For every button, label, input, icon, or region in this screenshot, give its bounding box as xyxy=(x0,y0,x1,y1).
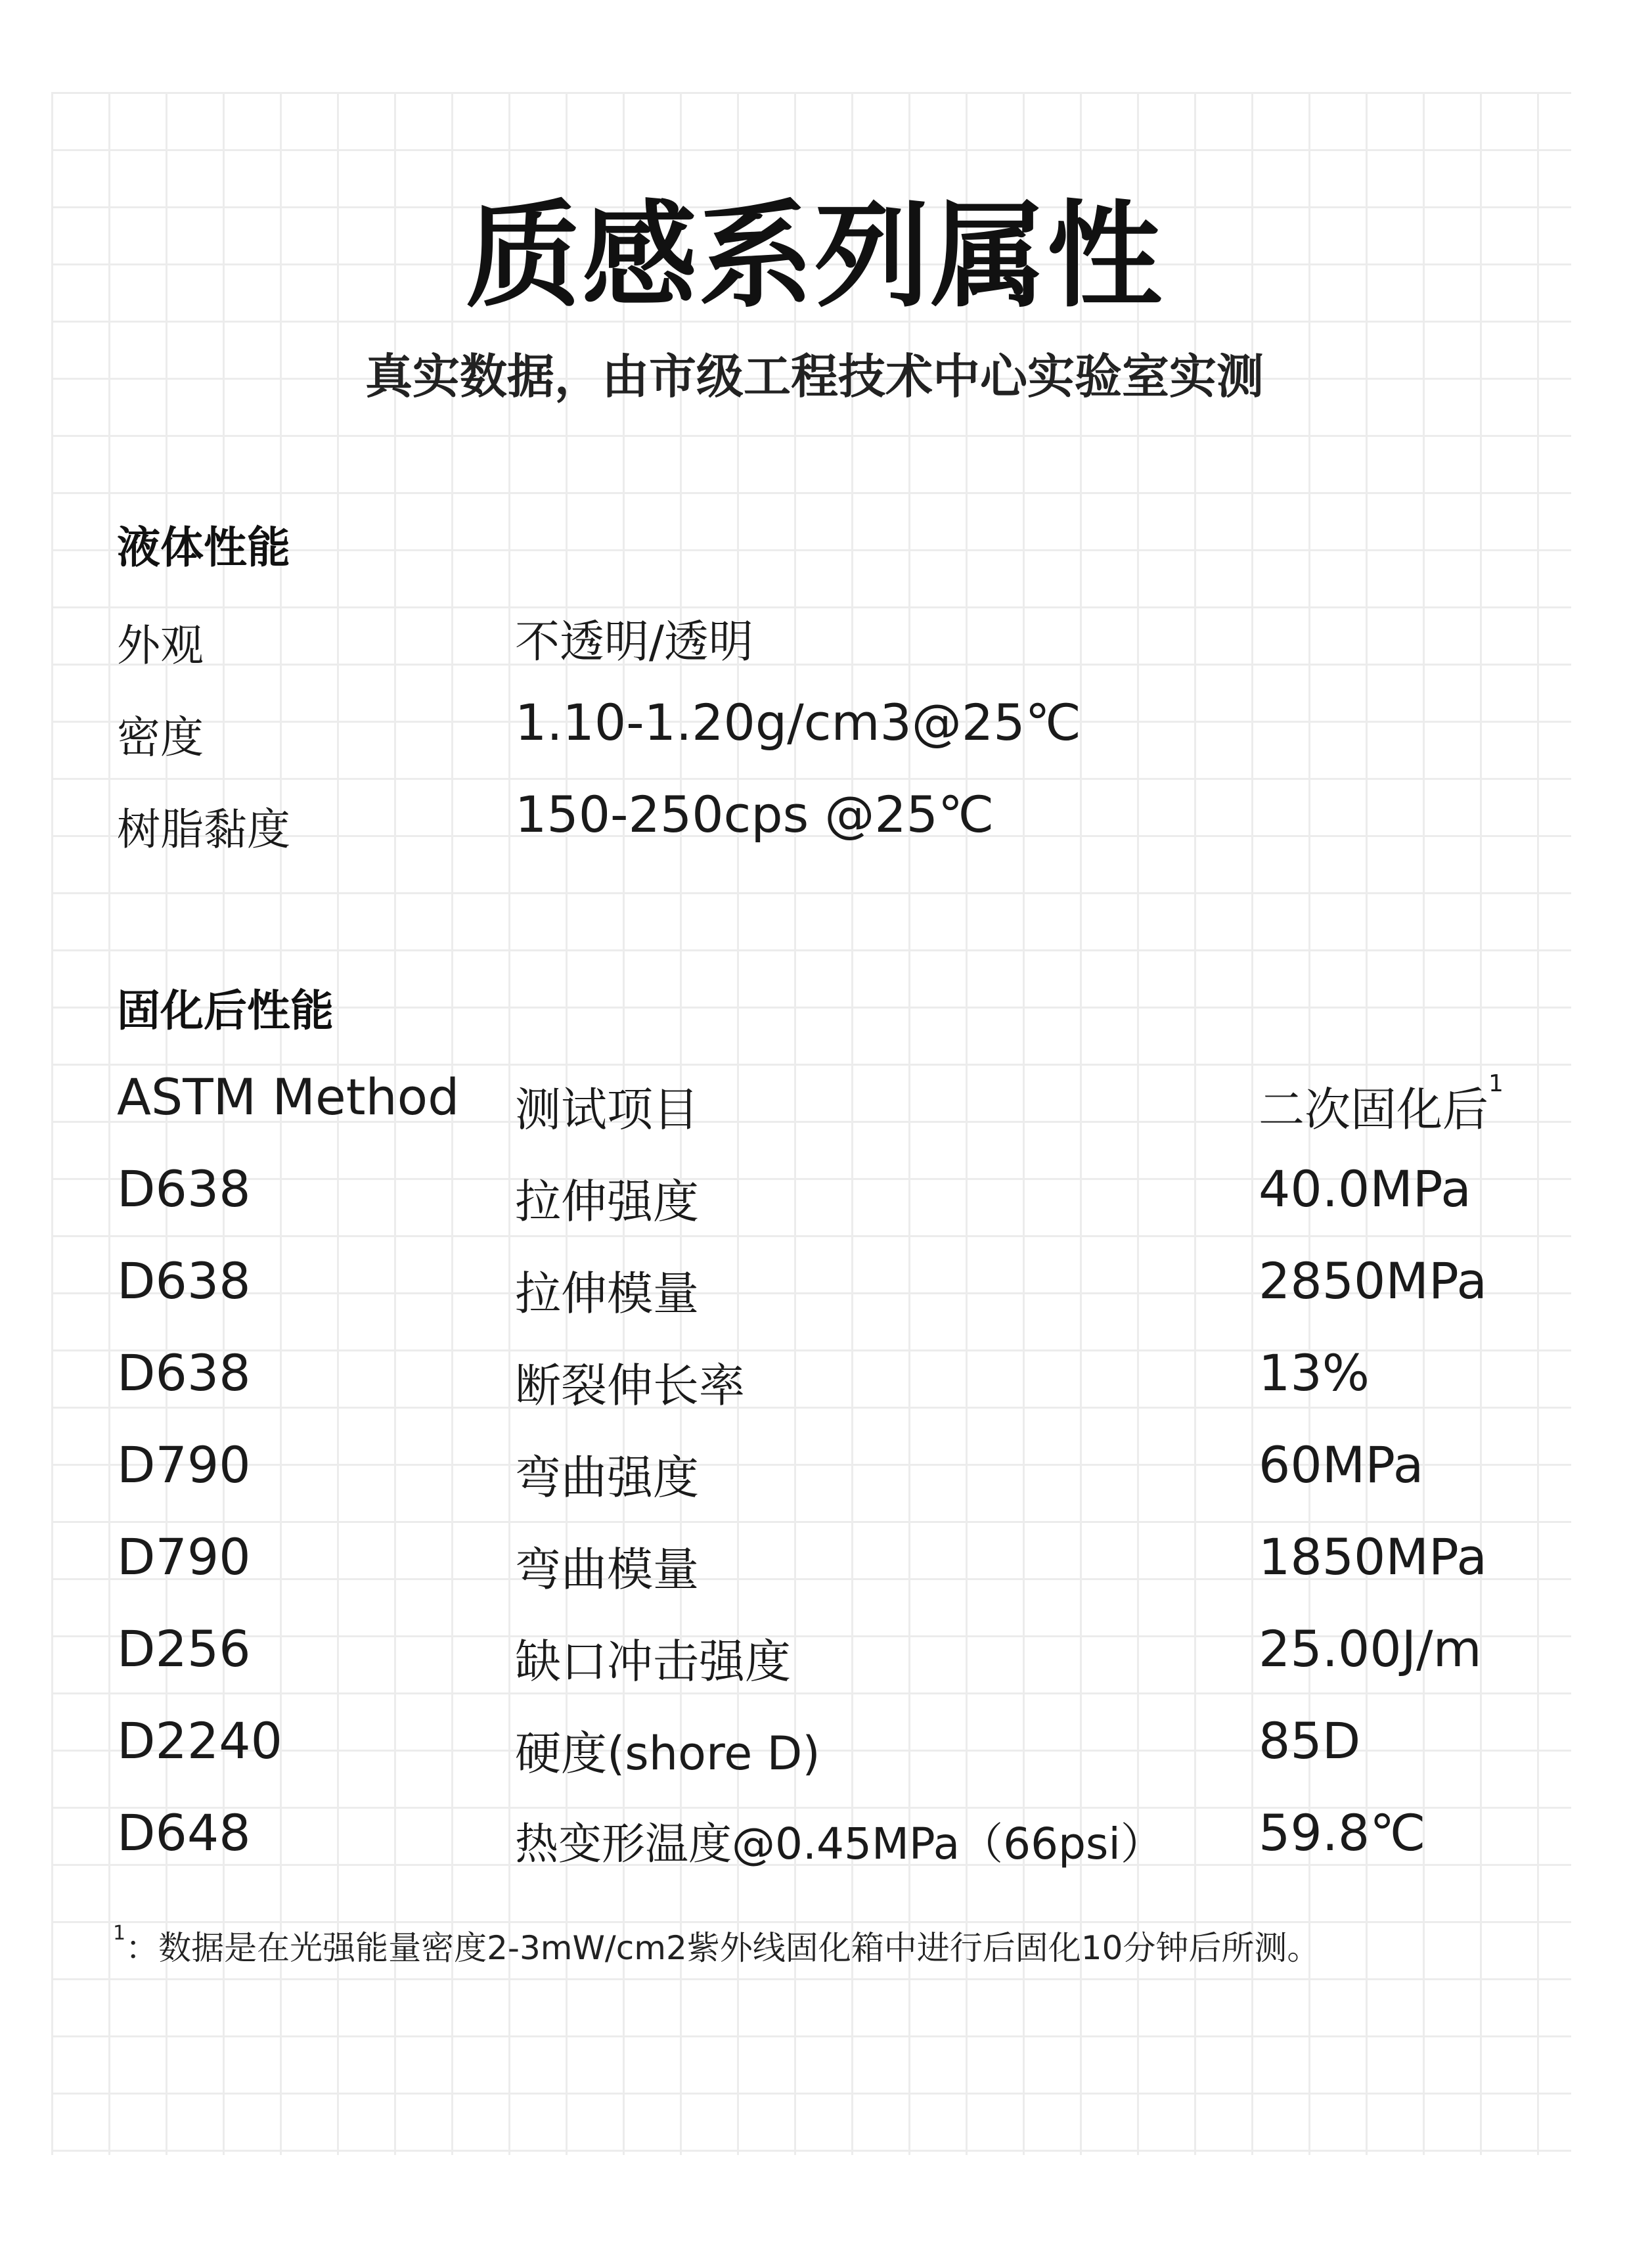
table-row xyxy=(0,1160,1629,1238)
table-row xyxy=(0,1252,1629,1330)
table-cell-result: 85D xyxy=(1259,1712,1361,1770)
column-header-result-label: 二次固化后 xyxy=(1259,1083,1488,1137)
page-subtitle: 真实数据，由市级工程技术中心实验室实测 xyxy=(365,349,1264,404)
liquid-value: 1.10-1.20g/cm3@25℃ xyxy=(515,693,1081,752)
table-row xyxy=(0,1344,1629,1422)
table-row xyxy=(0,1620,1629,1698)
section-title-cured: 固化后性能 xyxy=(117,986,334,1036)
table-cell-method: D648 xyxy=(117,1803,251,1862)
section-title-liquid: 液体性能 xyxy=(117,522,290,573)
liquid-row-viscosity xyxy=(0,785,1629,864)
column-header-method: ASTM Method xyxy=(117,1068,460,1126)
table-row xyxy=(0,1803,1629,1882)
table-row xyxy=(0,1436,1629,1514)
table-cell-method: D790 xyxy=(117,1528,251,1586)
page-title: 质感系列属性 xyxy=(466,190,1163,323)
table-cell-item: 热变形温度@0.45MPa（66psi） xyxy=(515,1819,1164,1869)
liquid-value: 150-250cps @25℃ xyxy=(515,785,994,844)
table-cell-method: D638 xyxy=(117,1344,251,1402)
footnote-text: ：数据是在光强能量密度2-3mW/cm2紫外线固化箱中进行后固化10分钟后所测。 xyxy=(125,1929,1320,1967)
table-cell-item: 拉伸强度 xyxy=(515,1175,699,1229)
table-header-row xyxy=(0,1068,1629,1146)
table-cell-item: 弯曲强度 xyxy=(515,1451,699,1505)
column-header-item: 测试项目 xyxy=(515,1083,699,1137)
table-cell-method: D2240 xyxy=(117,1712,282,1770)
table-cell-method: D256 xyxy=(117,1620,251,1678)
liquid-label: 树脂黏度 xyxy=(117,804,290,855)
table-cell-result: 40.0MPa xyxy=(1259,1160,1471,1218)
table-cell-item: 硬度(shore D) xyxy=(515,1727,820,1780)
table-row xyxy=(0,1528,1629,1606)
table-cell-item: 拉伸模量 xyxy=(515,1267,699,1321)
table-cell-result: 25.00J/m xyxy=(1259,1620,1482,1678)
table-cell-result: 60MPa xyxy=(1259,1436,1424,1494)
table-cell-item: 断裂伸长率 xyxy=(515,1359,745,1413)
table-cell-method: D638 xyxy=(117,1252,251,1310)
liquid-row-appearance xyxy=(0,601,1629,680)
footnote-mark: 1 xyxy=(113,1922,126,1945)
liquid-row-density xyxy=(0,693,1629,772)
liquid-value: 不透明/透明 xyxy=(515,616,753,668)
table-cell-result: 13% xyxy=(1259,1344,1370,1402)
table-cell-result: 1850MPa xyxy=(1259,1528,1487,1586)
table-cell-result: 2850MPa xyxy=(1259,1252,1487,1310)
liquid-label: 密度 xyxy=(117,712,204,763)
footnote-reference-mark: 1 xyxy=(1488,1070,1504,1097)
footnote xyxy=(113,1922,1320,1969)
table-cell-method: D790 xyxy=(117,1436,251,1494)
table-cell-item: 缺口冲击强度 xyxy=(515,1635,791,1689)
table-cell-result: 59.8℃ xyxy=(1259,1803,1426,1862)
table-cell-method: D638 xyxy=(117,1160,251,1218)
liquid-label: 外观 xyxy=(117,620,204,671)
table-cell-item: 弯曲模量 xyxy=(515,1543,699,1597)
column-header-result xyxy=(1259,1070,1504,1139)
table-row xyxy=(0,1712,1629,1790)
